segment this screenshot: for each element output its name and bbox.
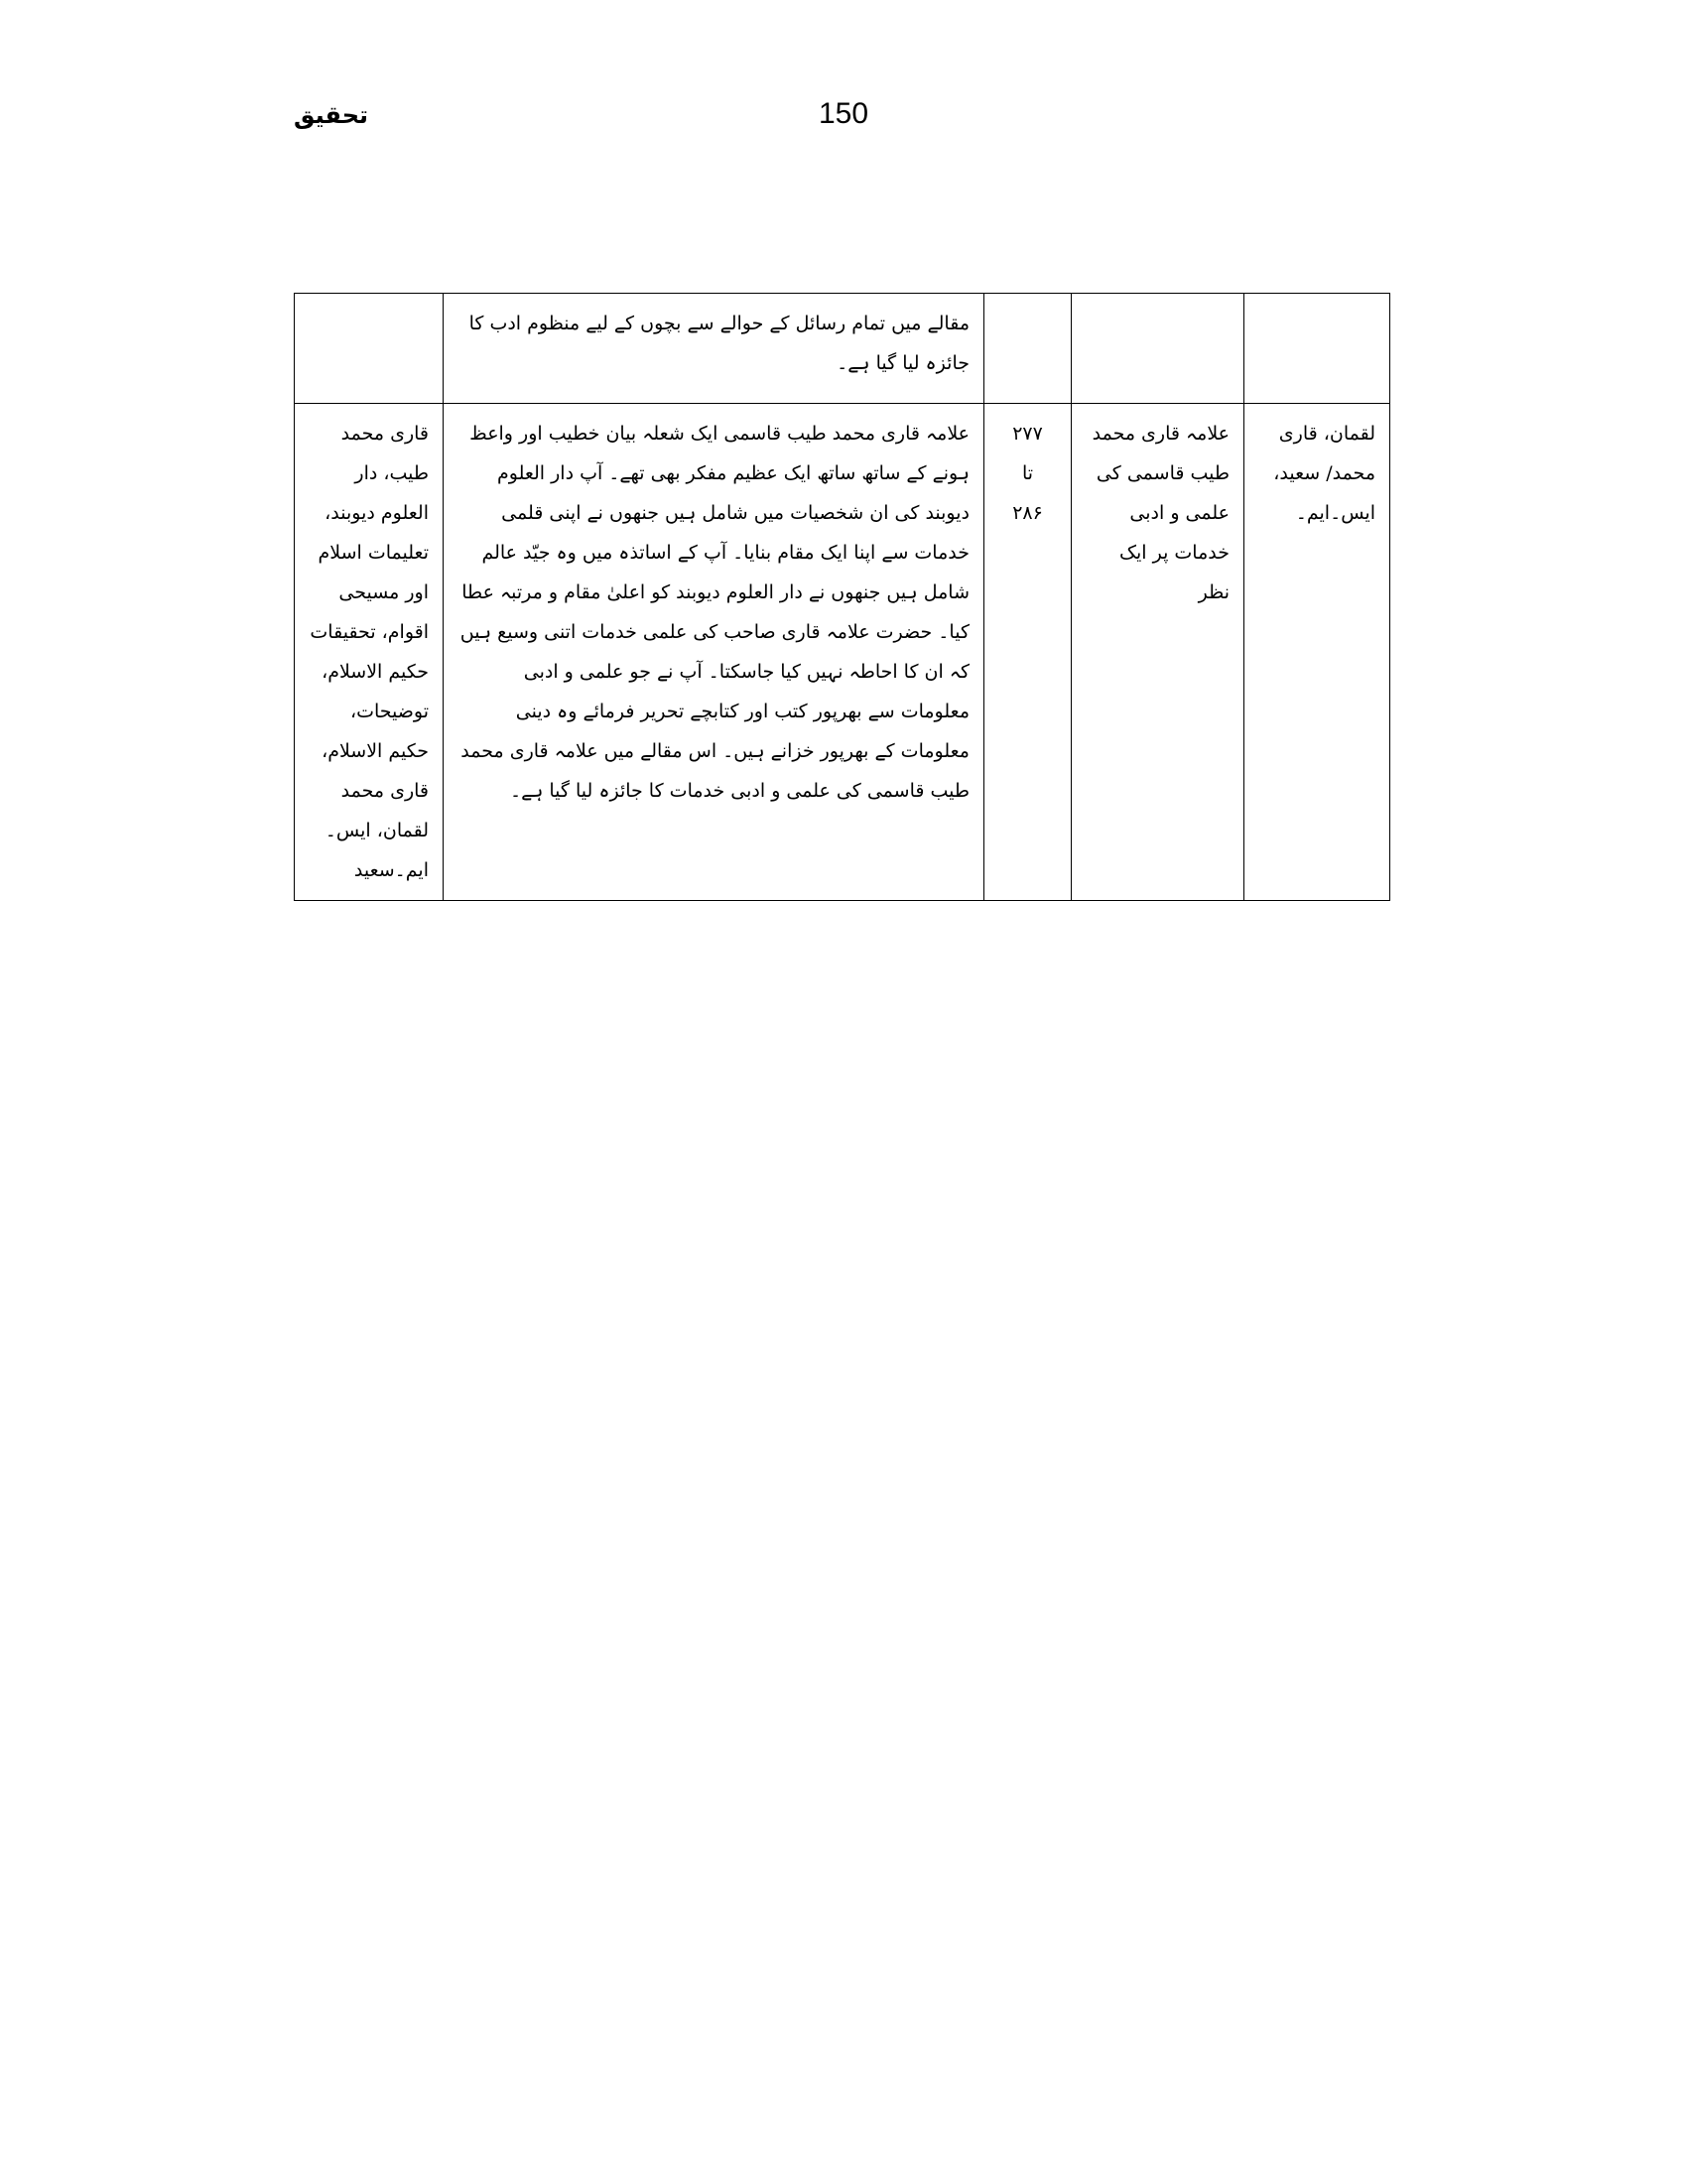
index-table — [294, 293, 1390, 901]
references-cell — [295, 294, 444, 404]
journal-name: تحقیق — [294, 101, 369, 129]
page-to-word: تا — [1021, 462, 1034, 484]
references-cell: قاری محمد طیب، دار العلوم دیوبند، تعلیمات اسلام اور مسیحی اقوام، تحقیقات حکیم الاسلام، توضیحات، حکیم الاسلام، قاری محمد لقمان، ایس۔ ایم۔سعید — [295, 404, 444, 901]
page-from: ۲۷۷ — [1012, 423, 1043, 445]
summary-cell: علامہ قاری محمد طیب قاسمی ایک شعلہ بیان خطیب اور واعظ ہونے کے ساتھ ساتھ ایک عظیم مفکر بھی تھے۔ آپ دار العلوم دیوبند کی ان شخصیات میں شامل ہیں جنھوں نے اپنی قلمی خدمات سے اپنا ایک مقام بنایا۔ آپ کے اساتذہ میں وہ جیّد عالم شامل ہیں جنھوں نے دار العلوم دیوبند کو اعلیٰ مقام و مرتبہ عطا کیا۔ حضرت علامہ قاری صاحب کی علمی خدمات اتنی وسیع ہیں کہ ان کا احاطہ نہیں کیا جاسکتا۔ آپ نے جو علمی و ادبی معلومات سے بھرپور کتب اور کتابچے تحریر فرمائے وہ دینی معلومات کے بھرپور خزانے ہیں۔ اس مقالے میں علامہ قاری محمد طیب قاسمی کی علمی و ادبی خدمات کا جائزہ لیا گیا ہے۔ — [444, 404, 984, 901]
title-cell: علامہ قاری محمد طیب قاسمی کی علمی و ادبی خدمات پر ایک نظر — [1072, 404, 1244, 901]
pages-cell — [984, 404, 1072, 901]
page-number: 150 — [818, 97, 869, 130]
author-cell — [1244, 294, 1390, 404]
page-to: ۲۸۶ — [1012, 502, 1043, 524]
author-cell: لقمان، قاری محمد/ سعید، ایس۔ایم۔ — [1244, 404, 1390, 901]
summary-cell: مقالے میں تمام رسائل کے حوالے سے بچوں کے لیے منظوم ادب کا جائزہ لیا گیا ہے۔ — [444, 294, 984, 404]
table-row — [295, 404, 1390, 901]
pages-cell — [984, 294, 1072, 404]
title-cell — [1072, 294, 1244, 404]
table-row — [295, 294, 1390, 404]
